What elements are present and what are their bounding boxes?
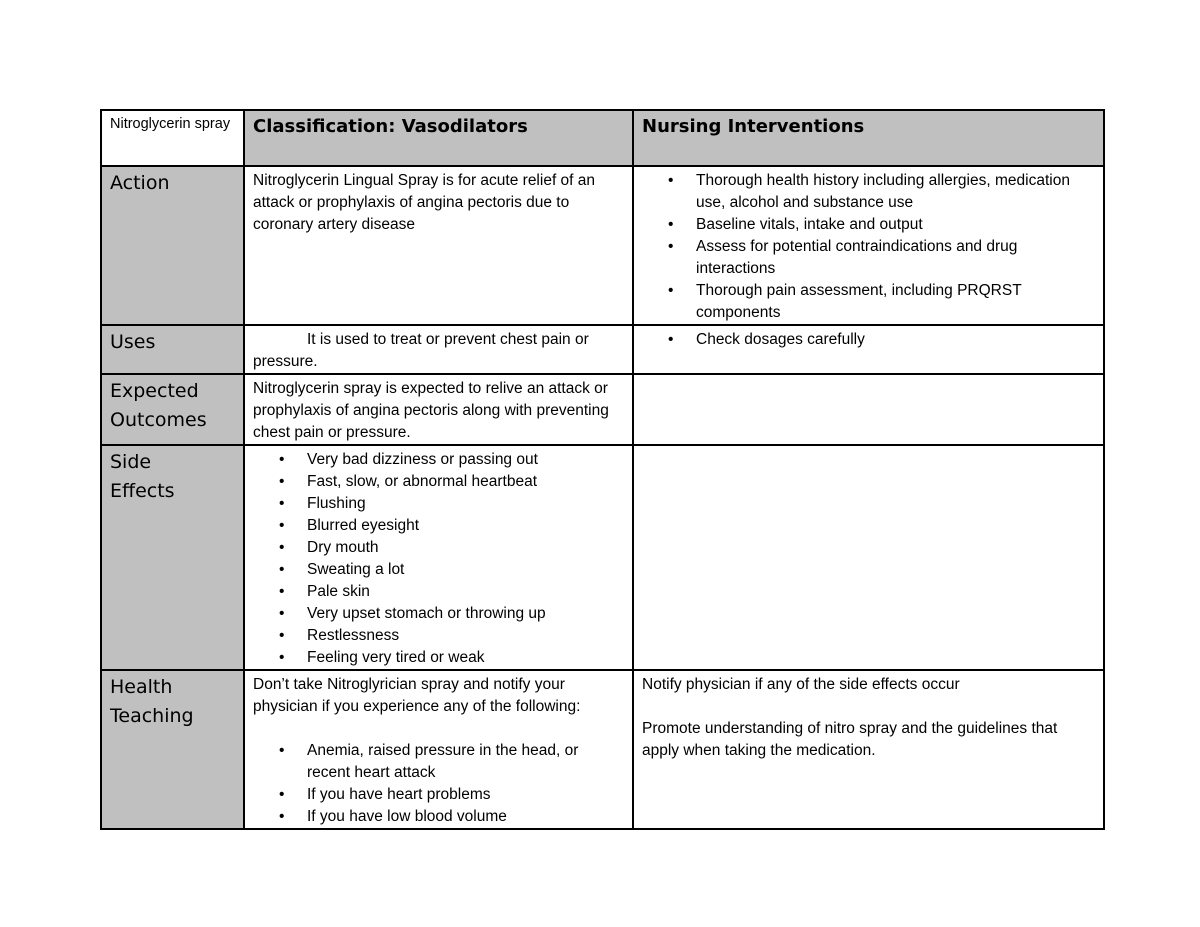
health-teaching-label-line2: Teaching (110, 705, 194, 727)
side-effects-label-cell (101, 445, 244, 670)
spacer (253, 718, 624, 740)
list-item: • Baseline vitals, intake and output (642, 214, 1095, 236)
health-teaching-label-cell (101, 670, 244, 829)
list-item: • Assess for potential contraindications and drug interactions (642, 236, 1095, 280)
health-teaching-intro: Don’t take Nitroglyrician spray and notify your physician if you experience any of the following: (253, 676, 581, 715)
uses-interventions (633, 325, 1104, 374)
list-item: • Sweating a lot (253, 559, 624, 581)
list-item: • Fast, slow, or abnormal heartbeat (253, 471, 624, 493)
interventions-heading: Nursing Interventions (633, 110, 1104, 166)
action-interventions-list (642, 170, 1095, 324)
list-item: • Blurred eyesight (253, 515, 624, 537)
health-teaching-label-line1: Health (110, 676, 173, 698)
action-text: Nitroglycerin Lingual Spray is for acute relief of an attack or prophylaxis of angina pectoris due to coronary artery disease (244, 166, 633, 325)
uses-text-cell (244, 325, 633, 374)
list-item: • Feeling very tired or weak (253, 647, 624, 669)
uses-text: It is used to treat or prevent chest pain or pressure. (253, 331, 589, 370)
list-item: • Pale skin (253, 581, 624, 603)
header-row (101, 110, 1104, 166)
list-item: • Very upset stomach or throwing up (253, 603, 624, 625)
list-item: • Check dosages carefully (642, 329, 1095, 351)
list-item: • Very bad dizziness or passing out (253, 449, 624, 471)
list-item: • Flushing (253, 493, 624, 515)
uses-label-cell (101, 325, 244, 374)
expected-label-cell (101, 374, 244, 445)
side-effects-row (101, 445, 1104, 670)
drug-name: Nitroglycerin spray (101, 110, 244, 166)
side-effects-label-line1: Side (110, 451, 152, 473)
action-interventions (633, 166, 1104, 325)
classification-heading: Classification: Vasodilators (244, 110, 633, 166)
health-teaching-interventions (633, 670, 1104, 829)
side-effects-interventions-empty (633, 445, 1104, 670)
side-effects-label-line2: Effects (110, 480, 175, 502)
list-item: • If you have heart problems (253, 784, 624, 806)
expected-label-line2: Outcomes (110, 409, 207, 431)
list-item: • Restlessness (253, 625, 624, 647)
drug-card-table (100, 109, 1105, 830)
action-label-cell (101, 166, 244, 325)
side-effects-cell (244, 445, 633, 670)
list-item: • Dry mouth (253, 537, 624, 559)
health-teaching-cell (244, 670, 633, 829)
expected-interventions-empty (633, 374, 1104, 445)
uses-interventions-list (642, 329, 1095, 351)
health-teaching-list (253, 740, 624, 828)
list-item: • Anemia, raised pressure in the head, or recent heart attack (253, 740, 624, 784)
list-item: • Thorough health history including allergies, medication use, alcohol and substance use (642, 170, 1095, 214)
uses-row (101, 325, 1104, 374)
health-teaching-intervention-2: Promote understanding of nitro spray and the guidelines that apply when taking the medication. (642, 720, 1058, 759)
side-effects-list (253, 449, 624, 669)
action-label: Action (110, 172, 170, 194)
health-teaching-intervention-1: Notify physician if any of the side effects occur (642, 676, 960, 693)
action-row (101, 166, 1104, 325)
expected-outcomes-row (101, 374, 1104, 445)
expected-text: Nitroglycerin spray is expected to relive an attack or prophylaxis of angina pectoris along with preventing chest pain or pressure. (244, 374, 633, 445)
list-item: • If you have low blood volume (253, 806, 624, 828)
uses-label: Uses (110, 331, 156, 353)
health-teaching-row (101, 670, 1104, 829)
list-item: • Thorough pain assessment, including PRQRST components (642, 280, 1095, 324)
expected-label-line1: Expected (110, 380, 199, 402)
spacer (642, 696, 1095, 718)
